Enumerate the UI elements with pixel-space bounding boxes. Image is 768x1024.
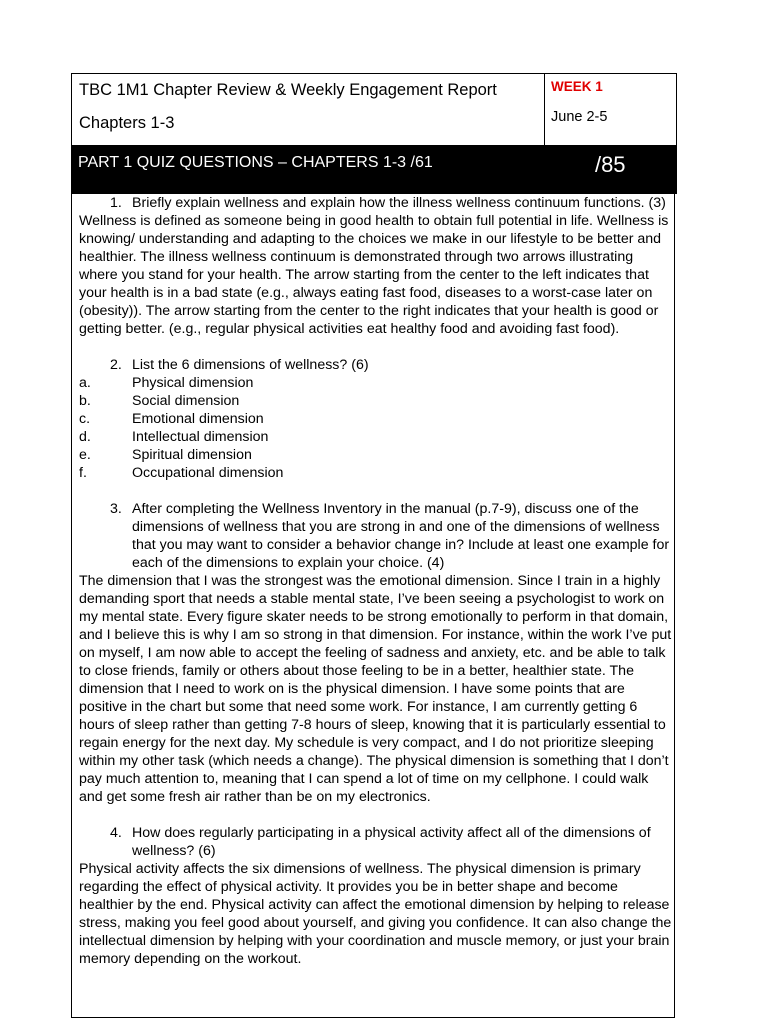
question-1: [79, 194, 674, 212]
list-item: c. Emotional dimension: [79, 411, 264, 427]
question-number: 3.: [110, 501, 122, 517]
week-cell: [545, 74, 677, 146]
list-item: a. Physical dimension: [79, 375, 254, 391]
question-2: [79, 356, 674, 374]
list-item: e. Spiritual dimension: [79, 447, 252, 463]
question-3: [79, 500, 674, 572]
page-bottom-border: [71, 1017, 675, 1018]
question-number: 2.: [110, 357, 122, 373]
report-title-cell: [72, 74, 545, 146]
answer-1: Wellness is defined as someone being in good health to obtain full potential in life. Wellness is knowing/ understanding and adapting to the choices we make in our lifestyle to be better and healthier. The illness wellness continuum is demonstrated through two arrows illustrating where you stand for your health. The arrow starting from the center to the left indicates that your health is in a bad state (e.g., always eating fast food, diseases to a worst-case later on (obesity)). The arrow starting from the center to the right indicates that your health is good or getting better. (e.g., regular physical activities eat healthy food and avoiding fast food).: [79, 213, 669, 337]
question-text: List the 6 dimensions of wellness? (6): [132, 357, 369, 373]
list-item: f. Occupational dimension: [79, 465, 284, 481]
report-header: [71, 73, 677, 194]
question-text: After completing the Wellness Inventory in the manual (p.7-9), discuss one of the dimensions of wellness that you are strong in and one of the dimensions of wellness that you may want to consider a behavior change in? Include at least one example for each of the dimensions to explain your choice. (4): [132, 501, 670, 571]
question-text: Briefly explain wellness and explain how the illness wellness continuum functions. (3): [132, 195, 666, 211]
chapters-label: Chapters 1-3: [79, 114, 175, 132]
total-score: /85: [545, 146, 677, 194]
questions-body: [71, 192, 675, 1018]
question-number: 1.: [110, 195, 122, 211]
question-4: [79, 824, 674, 860]
answer-3: The dimension that I was the strongest was the emotional dimension. Since I train in a highly demanding sport that needs a stable mental state, I’ve been seeing a psychologist to work on my mental state. Every figure skater needs to be strong emotionally to perform in that domain, and I believe this is why I am so strong in that dimension. For instance, within the work I’ve put on myself, I am now able to accept the feeling of sadness and anxiety, etc. and be able to talk to close friends, family or others about those feeling to be in a better, healthier state. The dimension that I need to work on is the physical dimension. I have some points that are positive in the chart but some that need some work. For instance, I am currently getting 6 hours of sleep rather than getting 7-8 hours of sleep, knowing that it is particularly essential to regain energy for the next day. My schedule is very compact, and I do not prioritize sleeping within my other task (which needs a change). The physical dimension is something that I don’t pay much attention to, meaning that I can spend a lot of time on my cellphone. I could walk and get some fresh air rather than be on my electronics.: [79, 573, 672, 805]
list-item: b. Social dimension: [79, 393, 240, 409]
week-dates: June 2-5: [551, 109, 608, 125]
week-label: WEEK 1: [551, 79, 603, 94]
question-number: 4.: [110, 825, 122, 841]
part-label: PART 1 QUIZ QUESTIONS – CHAPTERS 1-3 /61: [72, 146, 545, 194]
report-title: TBC 1M1 Chapter Review & Weekly Engagement Report: [79, 81, 497, 99]
part-header-bar: [72, 146, 677, 194]
answer-4: Physical activity affects the six dimensions of wellness. The physical dimension is primary regarding the effect of physical activity. It provides you be in better shape and become healthier by the end. Physical activity can affect the emotional dimension by helping to release stress, making you feel good about yourself, and giving you confidence. It can also change the intellectual dimension by helping with your coordination and muscle memory, or just your brain memory depending on the workout.: [79, 861, 672, 967]
question-text: How does regularly participating in a physical activity affect all of the dimensions of wellness? (6): [132, 825, 651, 859]
list-item: d. Intellectual dimension: [79, 429, 269, 445]
